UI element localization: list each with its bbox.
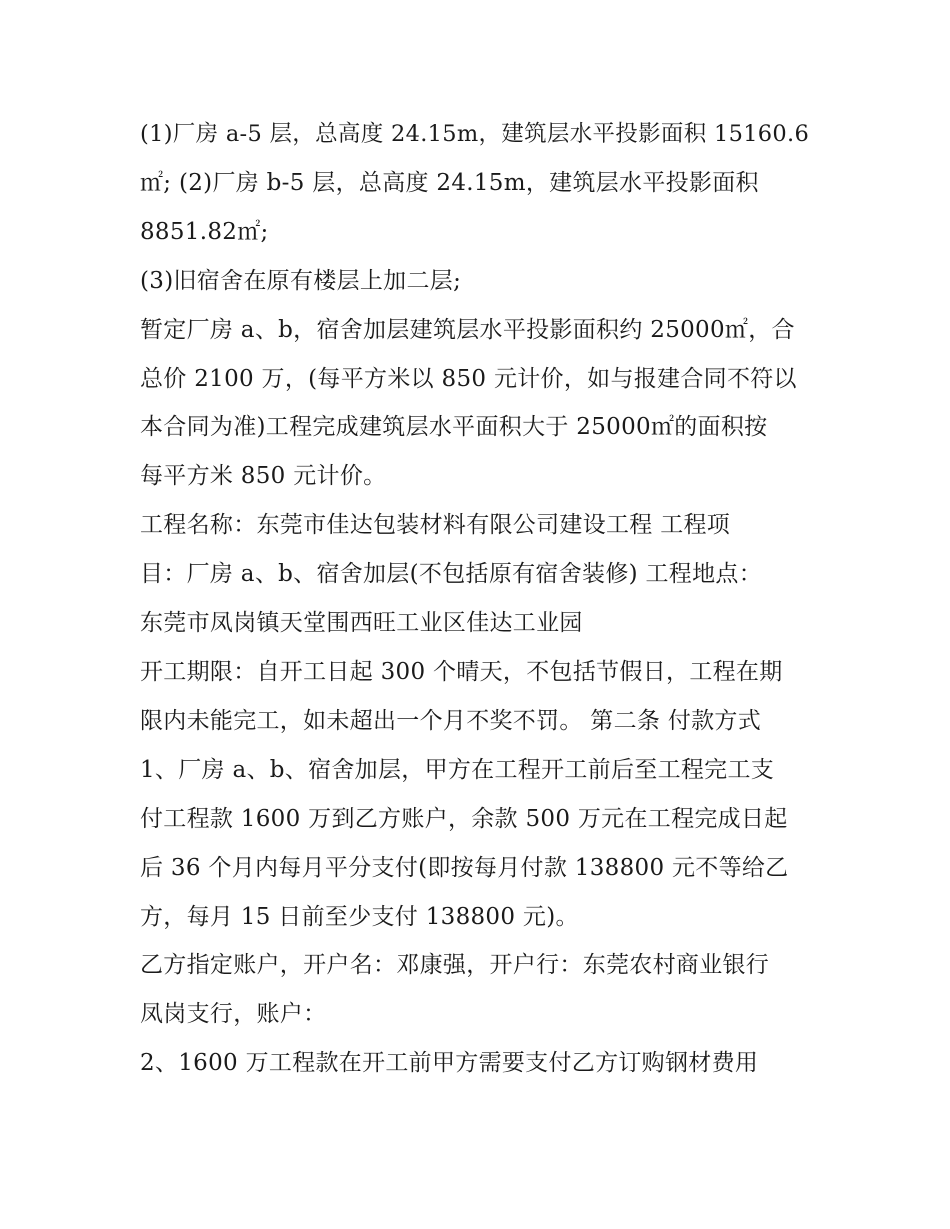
text-line-19: 凤岗支行，账户： <box>140 1001 327 1028</box>
text-line-5: 暂定厂房 a、b，宿舍加层建筑层水平投影面积约 25000㎡，合 <box>140 316 795 343</box>
text-line-12: 开工期限：自开工日起 300 个晴天，不包括节假日，工程在期 <box>140 658 783 685</box>
text-line-14: 1、厂房 a、b、宿舍加层，甲方在工程开工前后至工程完工支 <box>140 756 775 783</box>
text-line-4: (3)旧宿舍在原有楼层上加二层; <box>140 267 462 294</box>
text-line-3: 8851.82㎡; <box>140 218 269 245</box>
document-body <box>140 110 820 1088</box>
text-line-8: 每平方米 850 元计价。 <box>140 463 387 490</box>
text-line-16: 后 36 个月内每月平分支付(即按每月付款 138800 元不等给乙 <box>140 854 789 881</box>
text-line-9: 工程名称：东莞市佳达包装材料有限公司建设工程 工程项 <box>140 512 731 539</box>
text-line-13: 限内未能完工，如未超出一个月不奖不罚。 第二条 付款方式 <box>140 707 762 734</box>
text-line-15: 付工程款 1600 万到乙方账户，余款 500 万元在工程完成日起 <box>140 805 788 832</box>
text-line-6: 总价 2100 万，(每平方米以 850 元计价，如与报建合同不符以 <box>140 365 797 392</box>
text-line-1: (1)厂房 a-5 层，总高度 24.15m，建筑层水平投影面积 15160.6 <box>140 121 810 147</box>
text-line-18: 乙方指定账户，开户名：邓康强，开户行：东莞农村商业银行 <box>140 952 770 979</box>
text-line-11: 东莞市凤岗镇天堂围西旺工业区佳达工业园 <box>140 610 583 637</box>
text-line-20: 2、1600 万工程款在开工前甲方需要支付乙方订购钢材费用 <box>140 1050 759 1077</box>
text-line-2: ㎡; (2)厂房 b-5 层，总高度 24.15m，建筑层水平投影面积 <box>140 169 759 196</box>
text-line-17: 方，每月 15 日前至少支付 138800 元)。 <box>140 903 579 930</box>
text-line-10: 目：厂房 a、b、宿舍加层(不包括原有宿舍装修) 工程地点： <box>140 561 763 588</box>
text-line-7: 本合同为准)工程完成建筑层水平面积大于 25000㎡的面积按 <box>140 414 768 441</box>
